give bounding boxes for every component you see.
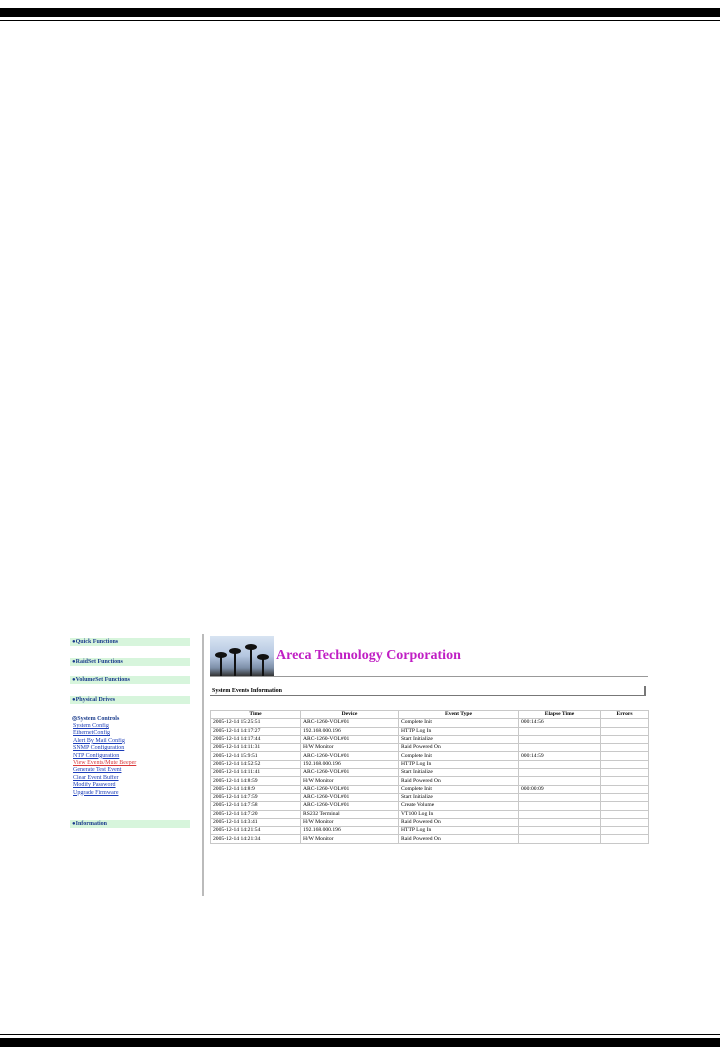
table-cell <box>519 769 601 777</box>
menu-information[interactable] <box>70 820 190 828</box>
table-cell: ARC-1260-VOL#01 <box>301 719 399 727</box>
table-cell: Start Initialize <box>399 735 519 743</box>
system-controls-list <box>73 723 191 797</box>
table-cell <box>519 777 601 785</box>
open-folder-icon: ◎ <box>72 716 78 722</box>
table-cell: 2005-12-14 14:8:9 <box>211 785 301 793</box>
bullet-icon: ● <box>72 659 76 665</box>
table-row <box>211 785 649 793</box>
table-cell: HTTP Log In <box>399 727 519 735</box>
top-rule-thin <box>0 20 720 21</box>
table-cell: Raid Powered On <box>399 744 519 752</box>
table-cell <box>601 727 649 735</box>
bullet-icon: ● <box>72 639 76 645</box>
table-cell <box>601 735 649 743</box>
sidebar <box>70 634 194 896</box>
table-cell: Start Initialize <box>399 793 519 801</box>
bottom-rule-thin <box>0 1034 720 1035</box>
bottom-rule-thick <box>0 1038 720 1047</box>
table-row <box>211 835 649 843</box>
frame-divider <box>202 634 204 896</box>
section-title: System Events Information <box>210 686 646 696</box>
table-cell <box>601 827 649 835</box>
table-cell <box>519 727 601 735</box>
bullet-icon: ● <box>72 677 76 683</box>
table-cell <box>519 735 601 743</box>
table-cell: 2005-12-14 15:25:51 <box>211 719 301 727</box>
table-cell: 192.168.000.196 <box>301 760 399 768</box>
table-cell <box>601 810 649 818</box>
table-cell <box>519 802 601 810</box>
table-row <box>211 735 649 743</box>
column-header: Time <box>211 711 301 719</box>
table-cell: Complete Init <box>399 785 519 793</box>
table-cell: 2005-12-14 14:7:58 <box>211 802 301 810</box>
menu-label: Physical Drives <box>75 697 116 703</box>
table-cell: Raid Powered On <box>399 835 519 843</box>
menu-physical-drives[interactable] <box>70 696 190 704</box>
column-header: Errors <box>601 711 649 719</box>
table-cell: 2005-12-14 14:11:31 <box>211 744 301 752</box>
table-cell <box>601 802 649 810</box>
link-upgrade-firmware[interactable]: Upgrade Firmware <box>73 789 119 796</box>
bullet-icon: ● <box>72 697 76 703</box>
table-cell: 000:14:59 <box>519 752 601 760</box>
banner <box>210 636 648 677</box>
link-clear-event-buffer[interactable]: Clear Event Buffer <box>73 774 119 781</box>
table-cell: HTTP Log In <box>399 760 519 768</box>
table-cell: 2005-12-14 14:11:41 <box>211 769 301 777</box>
table-cell <box>519 793 601 801</box>
table-cell <box>601 777 649 785</box>
table-cell: 2005-12-14 14:21:34 <box>211 835 301 843</box>
link-snmp-configuration[interactable]: SNMP Configuration <box>73 745 125 752</box>
table-cell: ARC-1260-VOL#01 <box>301 752 399 760</box>
table-cell: H/W Monitor <box>301 744 399 752</box>
table-cell: 192.168.000.196 <box>301 727 399 735</box>
table-cell <box>601 818 649 826</box>
top-rule-thick <box>0 8 720 17</box>
menu-label: Quick Functions <box>75 639 119 645</box>
table-cell: H/W Monitor <box>301 818 399 826</box>
table-row <box>211 818 649 826</box>
menu-label: RaidSet Functions <box>75 659 123 665</box>
table-cell <box>601 835 649 843</box>
table-row <box>211 744 649 752</box>
link-modify-password[interactable]: Modify Password <box>73 782 116 789</box>
table-cell <box>601 785 649 793</box>
table-cell <box>519 835 601 843</box>
table-row <box>211 810 649 818</box>
table-cell: 2005-12-14 14:21:54 <box>211 827 301 835</box>
link-ntp-configuration[interactable]: NTP Configuration <box>73 752 120 759</box>
table-row <box>211 777 649 785</box>
table-row <box>211 760 649 768</box>
table-cell: H/W Monitor <box>301 835 399 843</box>
table-cell: 2005-12-14 15:9:51 <box>211 752 301 760</box>
menu-raidset-functions[interactable] <box>70 658 190 666</box>
menu-label: VolumeSet Functions <box>75 677 130 683</box>
table-row <box>211 802 649 810</box>
table-row <box>211 752 649 760</box>
menu-label: Information <box>75 821 107 827</box>
table-cell: H/W Monitor <box>301 777 399 785</box>
table-cell <box>601 744 649 752</box>
table-cell: 192.168.000.196 <box>301 827 399 835</box>
menu-label: System Controls <box>77 716 120 722</box>
table-cell: ARC-1260-VOL#01 <box>301 793 399 801</box>
table-cell: 000:14:56 <box>519 719 601 727</box>
link-generate-test-event[interactable]: Generate Test Event <box>73 767 122 774</box>
table-cell <box>519 760 601 768</box>
table-cell: Create Volume <box>399 802 519 810</box>
table-row <box>211 793 649 801</box>
table-cell: 000:00:09 <box>519 785 601 793</box>
table-row <box>211 727 649 735</box>
table-cell: Raid Powered On <box>399 818 519 826</box>
link-system-config[interactable]: System Config <box>73 723 109 729</box>
company-title: Areca Technology Corporation <box>276 648 461 663</box>
table-cell <box>601 719 649 727</box>
table-cell: 2005-12-14 14:8:59 <box>211 777 301 785</box>
table-cell: 2005-12-14 14:17:44 <box>211 735 301 743</box>
table-cell: VT100 Log In <box>399 810 519 818</box>
table-cell: 2005-12-14 14:3:41 <box>211 818 301 826</box>
column-header: Device <box>301 711 399 719</box>
table-cell: HTTP Log In <box>399 827 519 835</box>
link-alert-by-mail-config[interactable]: Alert By Mail Config <box>73 737 125 744</box>
table-cell <box>601 769 649 777</box>
table-cell <box>519 827 601 835</box>
table-cell <box>519 818 601 826</box>
table-body <box>211 719 649 843</box>
column-header: Event Type <box>399 711 519 719</box>
main-panel <box>208 634 650 896</box>
table-cell: 2005-12-14 14:17:27 <box>211 727 301 735</box>
table-cell <box>519 744 601 752</box>
table-cell: Complete Init <box>399 719 519 727</box>
link-view-events[interactable]: View Events/Mute Beeper <box>73 759 137 766</box>
table-cell: 2005-12-14 14:7:59 <box>211 793 301 801</box>
palm-trees-image <box>210 636 274 676</box>
table-row <box>211 719 649 727</box>
menu-quick-functions[interactable] <box>70 638 190 646</box>
events-table <box>210 710 649 844</box>
table-row <box>211 827 649 835</box>
link-ethernet-config[interactable]: EthernetConfig <box>73 730 110 737</box>
table-cell: ARC-1260-VOL#01 <box>301 735 399 743</box>
table-cell: ARC-1260-VOL#01 <box>301 785 399 793</box>
table-cell <box>519 810 601 818</box>
column-header: Elapse Time <box>519 711 601 719</box>
table-cell: RS232 Terminal <box>301 810 399 818</box>
table-cell: 2005-12-14 14:52:52 <box>211 760 301 768</box>
table-cell <box>601 793 649 801</box>
table-cell: Start Initialize <box>399 769 519 777</box>
table-cell: Complete Init <box>399 752 519 760</box>
menu-volumeset-functions[interactable] <box>70 676 190 684</box>
table-header-row <box>211 711 649 719</box>
table-cell: Raid Powered On <box>399 777 519 785</box>
bullet-icon: ● <box>72 821 76 827</box>
table-cell <box>601 752 649 760</box>
screenshot-figure <box>70 634 650 896</box>
table-cell: 2005-12-14 14:7:20 <box>211 810 301 818</box>
table-cell <box>601 760 649 768</box>
table-cell: ARC-1260-VOL#01 <box>301 802 399 810</box>
table-cell: ARC-1260-VOL#01 <box>301 769 399 777</box>
table-row <box>211 769 649 777</box>
